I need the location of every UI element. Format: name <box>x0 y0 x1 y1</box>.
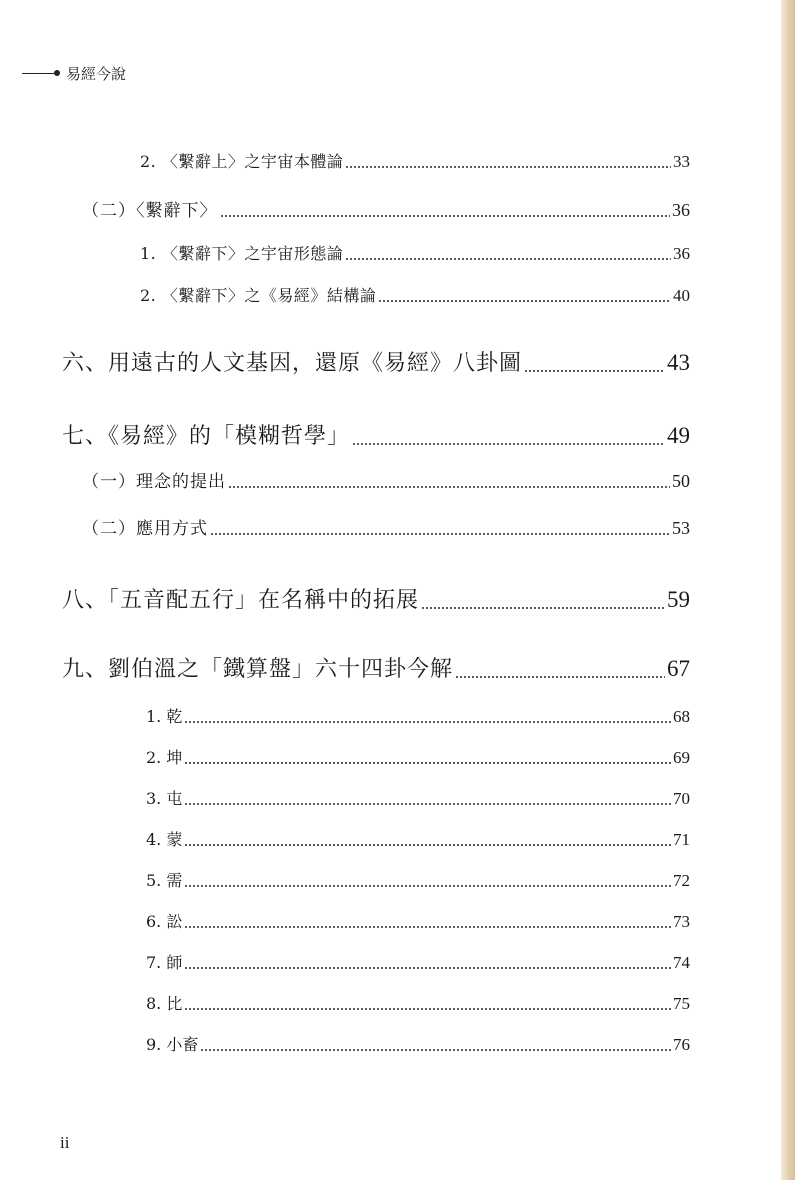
toc-label: 1. 〈繫辭下〉之宇宙形態論 <box>140 244 344 263</box>
header-bullet-icon <box>54 70 60 76</box>
toc-leader <box>378 300 671 302</box>
toc-page-number: 68 <box>673 707 690 726</box>
toc-chapter[interactable] <box>62 652 690 683</box>
toc-chapter[interactable] <box>62 583 690 614</box>
toc-page-number: 53 <box>672 518 690 538</box>
toc-entry[interactable] <box>140 241 690 264</box>
toc-leader <box>421 607 665 609</box>
toc-entry[interactable] <box>82 196 690 221</box>
toc-label: 1. 乾 <box>146 707 183 726</box>
toc-page-number: 49 <box>667 423 690 448</box>
toc-page-number: 71 <box>673 830 690 849</box>
toc-page-number: 33 <box>673 152 690 171</box>
header-title: 易經今說 <box>66 64 127 83</box>
toc-chapter[interactable] <box>62 346 690 377</box>
toc-leader <box>184 1008 671 1010</box>
page-number: ii <box>60 1133 70 1152</box>
toc-label: 六、用遠古的人文基因，還原《易經》八卦圖 <box>62 351 523 376</box>
toc-page-number: 76 <box>673 1035 690 1054</box>
toc-leader <box>184 926 671 928</box>
toc-entry[interactable] <box>146 745 690 768</box>
toc-leader <box>345 166 671 168</box>
toc-leader <box>210 533 670 535</box>
toc-page-number: 72 <box>673 871 690 890</box>
toc-label: 6. 訟 <box>146 912 183 931</box>
toc-page-number: 70 <box>673 789 690 808</box>
toc-leader <box>184 721 671 723</box>
toc-leader <box>184 762 671 764</box>
toc-entry[interactable] <box>146 827 690 850</box>
page-edge <box>781 0 795 1180</box>
toc-entry[interactable] <box>146 950 690 973</box>
toc-leader <box>184 885 671 887</box>
toc-leader <box>455 676 665 678</box>
toc-label: 八、「五音配五行」在名稱中的拓展 <box>62 588 420 613</box>
toc-entry[interactable] <box>146 991 690 1014</box>
toc-label: 2. 〈繫辭下〉之《易經》結構論 <box>140 286 377 305</box>
toc-page-number: 67 <box>667 656 690 681</box>
header-rule <box>22 73 54 74</box>
toc-leader <box>352 443 665 445</box>
toc-leader <box>228 486 670 488</box>
toc-page-number: 59 <box>667 587 690 612</box>
toc-page-number: 36 <box>672 200 690 220</box>
toc-label: 7. 師 <box>146 953 183 972</box>
toc-entry[interactable] <box>82 514 690 539</box>
toc-leader <box>184 803 671 805</box>
toc-entry[interactable] <box>146 704 690 727</box>
toc-label: 九、劉伯溫之「鐵算盤」六十四卦今解 <box>62 657 454 682</box>
toc-label: 4. 蒙 <box>146 830 183 849</box>
toc-page-number: 73 <box>673 912 690 931</box>
toc-page-number: 75 <box>673 994 690 1013</box>
toc-page-number: 36 <box>673 244 690 263</box>
toc-label: 3. 屯 <box>146 789 183 808</box>
toc-label: 8. 比 <box>146 994 183 1013</box>
toc-leader <box>345 258 671 260</box>
toc-leader <box>184 844 671 846</box>
toc-page-number: 69 <box>673 748 690 767</box>
toc-page-number: 40 <box>673 286 690 305</box>
toc-entry[interactable] <box>146 786 690 809</box>
toc-label: 七、《易經》的「模糊哲學」 <box>62 424 351 449</box>
toc-entry[interactable] <box>146 909 690 932</box>
toc-page-number: 74 <box>673 953 690 972</box>
toc-entry[interactable] <box>146 868 690 891</box>
toc-entry[interactable] <box>82 467 690 492</box>
toc-label: （二）〈繫辭下〉 <box>82 201 218 221</box>
toc-label: （一）理念的提出 <box>82 472 226 492</box>
toc-page-number: 50 <box>672 471 690 491</box>
toc-label: （二）應用方式 <box>82 519 208 539</box>
toc-entry[interactable] <box>146 1032 690 1055</box>
toc-chapter[interactable] <box>62 419 690 450</box>
toc-leader <box>184 967 671 969</box>
toc-entry[interactable] <box>140 149 690 172</box>
toc-leader <box>220 215 671 217</box>
toc-leader <box>200 1049 671 1051</box>
toc-entry[interactable] <box>140 283 690 306</box>
toc-leader <box>524 370 665 372</box>
toc-page-number: 43 <box>667 350 690 375</box>
toc-label: 5. 需 <box>146 871 183 890</box>
running-header <box>22 60 126 86</box>
toc-label: 2. 坤 <box>146 748 183 767</box>
toc-label: 9. 小畜 <box>146 1035 199 1054</box>
toc-label: 2. 〈繫辭上〉之宇宙本體論 <box>140 152 344 171</box>
